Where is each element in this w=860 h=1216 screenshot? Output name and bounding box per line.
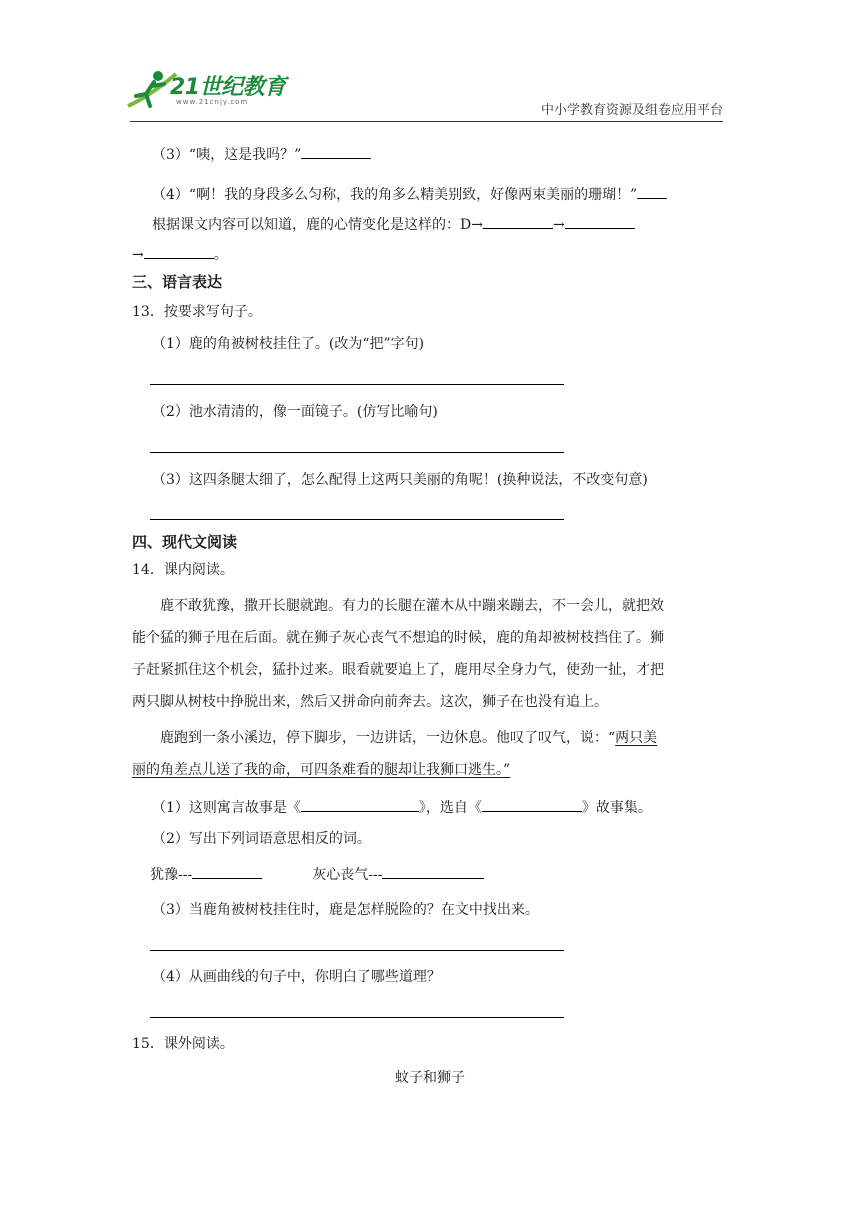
answer-line[interactable] — [150, 1017, 564, 1018]
section-title-reading: 四、现代文阅读 — [132, 533, 238, 551]
q12-item-4: （4）“啊！我的身段多么匀称，我的角多么精美别致，好像两束美丽的珊瑚！” — [152, 184, 667, 205]
answer-blank[interactable] — [192, 864, 262, 879]
q14-sub-4: （4）从画曲线的句子中，你明白了哪些道理？ — [152, 969, 441, 985]
antonym-row: 犹豫--- 灰心丧气--- — [150, 864, 484, 885]
passage-line: 两只脚从树枝中挣脱出来，然后又拼命向前奔去。这次，狮子在也没有追上。 — [132, 694, 608, 710]
q13-item-1: （1）鹿的角被树枝挂住了。(改为“把”字句) — [152, 336, 425, 352]
underlined-sentence: 丽的角差点儿送了我的命，可四条难看的腿却让我狮口逃生。” — [132, 762, 511, 778]
q13-stem: 13．按要求写句子。 — [132, 304, 262, 320]
answer-blank[interactable] — [482, 797, 582, 812]
logo — [120, 62, 300, 117]
answer-blank[interactable] — [483, 214, 553, 229]
passage-line: 鹿不敢犹豫，撒开长腿就跑。有力的长腿在灌木从中蹦来蹦去，不一会儿，就把效 — [160, 598, 664, 614]
q13-item-2: （2）池水清清的，像一面镜子。(仿写比喻句) — [152, 404, 438, 420]
answer-blank[interactable] — [301, 144, 371, 159]
passage-line: 能个猛的狮子甩在后面。就在狮子灰心丧气不想追的时候，鹿的角却被树枝挡住了。狮 — [132, 630, 664, 646]
q12-summary: 根据课文内容可以知道，鹿的心情变化是这样的：D→ → — [152, 214, 635, 235]
q14-sub-3: （3）当鹿角被树枝挂住时，鹿是怎样脱险的？在文中找出来。 — [152, 902, 539, 918]
answer-blank[interactable] — [565, 214, 635, 229]
q12-item-3: （3）“咦，这是我吗？” — [152, 144, 371, 165]
section-title-language: 三、语言表达 — [132, 273, 223, 291]
passage-line — [132, 760, 510, 780]
answer-blank[interactable] — [382, 864, 484, 879]
answer-blank[interactable] — [144, 244, 214, 259]
platform-label: 中小学教育资源及组卷应用平台 — [540, 103, 723, 118]
answer-line[interactable] — [150, 452, 564, 453]
answer-blank[interactable] — [301, 797, 419, 812]
answer-line[interactable] — [150, 519, 564, 520]
page-header — [0, 0, 860, 125]
q14-stem: 14．课内阅读。 — [132, 562, 234, 578]
logo-subtext: www.21cnjy.com — [176, 98, 249, 106]
answer-line[interactable] — [150, 384, 564, 385]
passage-line: 鹿跑到一条小溪边，停下脚步，一边讲话，一边休息。他叹了叹气，说：“两只美 — [160, 730, 658, 746]
logo-text: 21世纪教育 — [170, 75, 286, 100]
passage-line: 子赶紧抓住这个机会，猛扑过来。眼看就要追上了，鹿用尽全身力气，使劲一扯，才把 — [132, 662, 664, 678]
q13-item-3: （3）这四条腿太细了，怎么配得上这两只美丽的角呢！(换种说法，不改变句意) — [152, 472, 648, 488]
q15-stem: 15．课外阅读。 — [132, 1036, 234, 1052]
q14-sub-1: （1）这则寓言故事是《 》，选自《 》故事集。 — [152, 797, 652, 818]
underlined-sentence: 两只美 — [615, 730, 658, 746]
answer-line[interactable] — [150, 950, 564, 951]
answer-blank[interactable] — [637, 184, 667, 199]
q14-sub-2: （2）写出下列词语意思相反的词。 — [152, 831, 371, 847]
header-divider — [130, 121, 723, 122]
q15-passage-title: 蚊子和狮子 — [395, 1070, 465, 1086]
q12-summary-cont: → 。 — [132, 244, 228, 265]
